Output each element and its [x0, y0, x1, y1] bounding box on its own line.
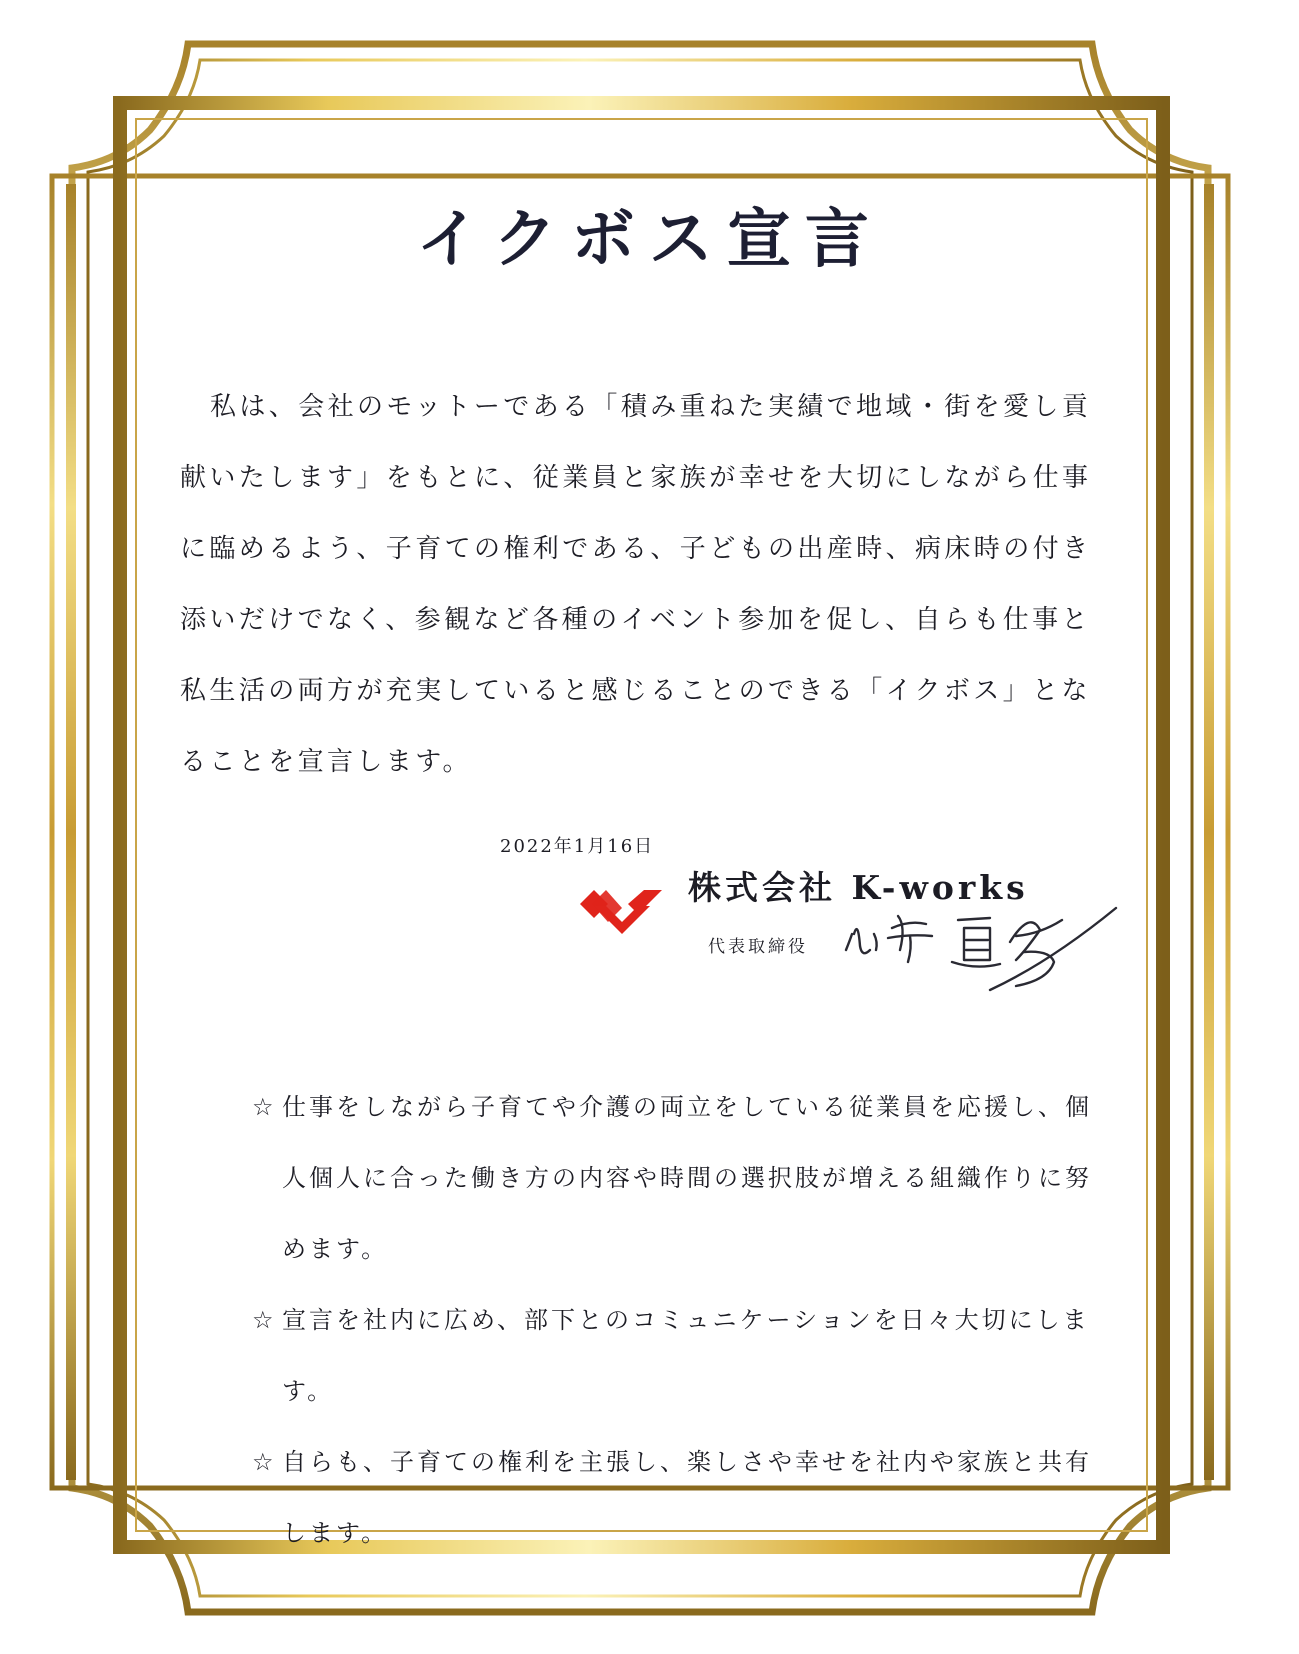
document-title: イクボス宣言 — [416, 202, 883, 277]
k-works-logo-icon — [578, 882, 664, 938]
signature-strokes — [840, 890, 1120, 1000]
star-icon: ☆ — [252, 1448, 277, 1476]
pledge-text: 宣言を社内に広め、部下とのコミュニケーションを日々大切にします。 — [282, 1306, 1090, 1405]
star-icon: ☆ — [252, 1093, 277, 1121]
pledge-item — [252, 1427, 1112, 1569]
star-icon: ☆ — [252, 1306, 277, 1334]
handwritten-signature — [840, 890, 1120, 1000]
declaration-date: 2022年1月16日 — [500, 836, 655, 857]
right-rail — [1204, 184, 1214, 1480]
left-rail — [66, 184, 76, 1480]
pledge-text: 自らも、子育ての権利を主張し、楽しさや幸せを社内や家族と共有します。 — [282, 1448, 1092, 1547]
pledge-item — [252, 1072, 1112, 1285]
company-name: 株式会社 K-works — [688, 868, 1029, 907]
pledge-list — [252, 1072, 1112, 1569]
pledge-text: 仕事をしながら子育てや介護の両立をしている従業員を応援し、個人個人に合った働き方の内容や時間の選択肢が増える組織作りに努めます。 — [282, 1093, 1092, 1263]
pledge-item — [252, 1285, 1112, 1427]
declaration-text: 私は、会社のモットーである「積み重ねた実績で地域・街を愛し貢献いたします」をもとに、従業員と家族が幸せを大切にしながら仕事に臨めるよう、子育ての権利である、子どもの出産時、病床時の付き添いだけでなく、参観など各種のイベント参加を促し、自らも仕事と私生活の両方が充実していると感じることのできる「イクボス」となることを宣言します。 — [180, 392, 1092, 777]
representative-title: 代表取締役 — [708, 937, 808, 957]
